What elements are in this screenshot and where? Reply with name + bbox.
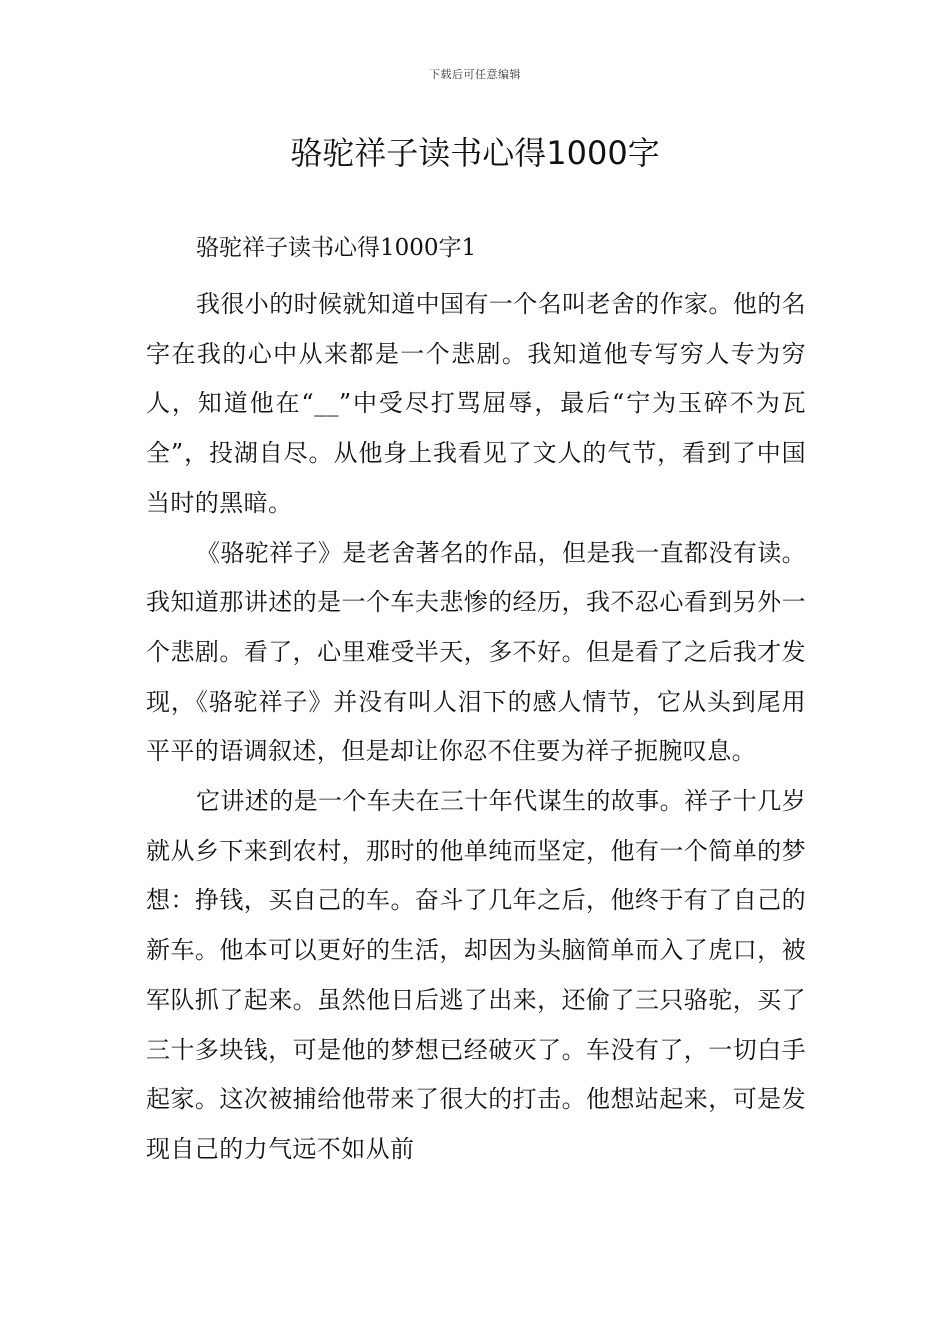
header-note: 下载后可任意编辑 xyxy=(429,68,521,81)
document-body xyxy=(146,230,806,1175)
paragraph-2: 《骆驼祥子》是老舍著名的作品，但是我一直都没有读。我知道那讲述的是一个车夫悲惨的经历，我不忍心看到另外一个悲剧。看了，心里难受半天，多不好。但是看了之后我才发现，《骆驼祥子》并没有叫人泪下的感人情节，它从头到尾用平平的语调叙述，但是却让你忍不住要为祥子扼腕叹息。 xyxy=(146,538,806,766)
paragraph-1: 我很小的时候就知道中国有一个名叫老舍的作家。他的名字在我的心中从来都是一个悲剧。我知道他专写穷人专为穷人，知道他在“__”中受尽打骂屈辱，最后“宁为玉碎不为瓦全”，投湖自尽。从他身上我看见了文人的气节，看到了中国当时的黑暗。 xyxy=(146,290,806,517)
page-title: 骆驼祥子读书心得1000字 xyxy=(290,134,660,172)
paragraph-3: 它讲述的是一个车夫在三十年代谋生的故事。祥子十几岁就从乡下来到农村，那时的他单纯而坚定，他有一个简单的梦想：挣钱，买自己的车。奋斗了几年之后，他终于有了自己的新车。他本可以更好的生活，却因为头脑简单而入了虎口，被军队抓了起来。虽然他日后逃了出来，还偷了三只骆驼，买了三十多块钱，可是他的梦想已经破灭了。车没有了，一切白手起家。这次被捕给他带来了很大的打击。他想站起来，可是发现自己的力气远不如从前 xyxy=(146,787,806,1163)
section-subheading: 骆驼祥子读书心得1000字1 xyxy=(196,235,477,261)
